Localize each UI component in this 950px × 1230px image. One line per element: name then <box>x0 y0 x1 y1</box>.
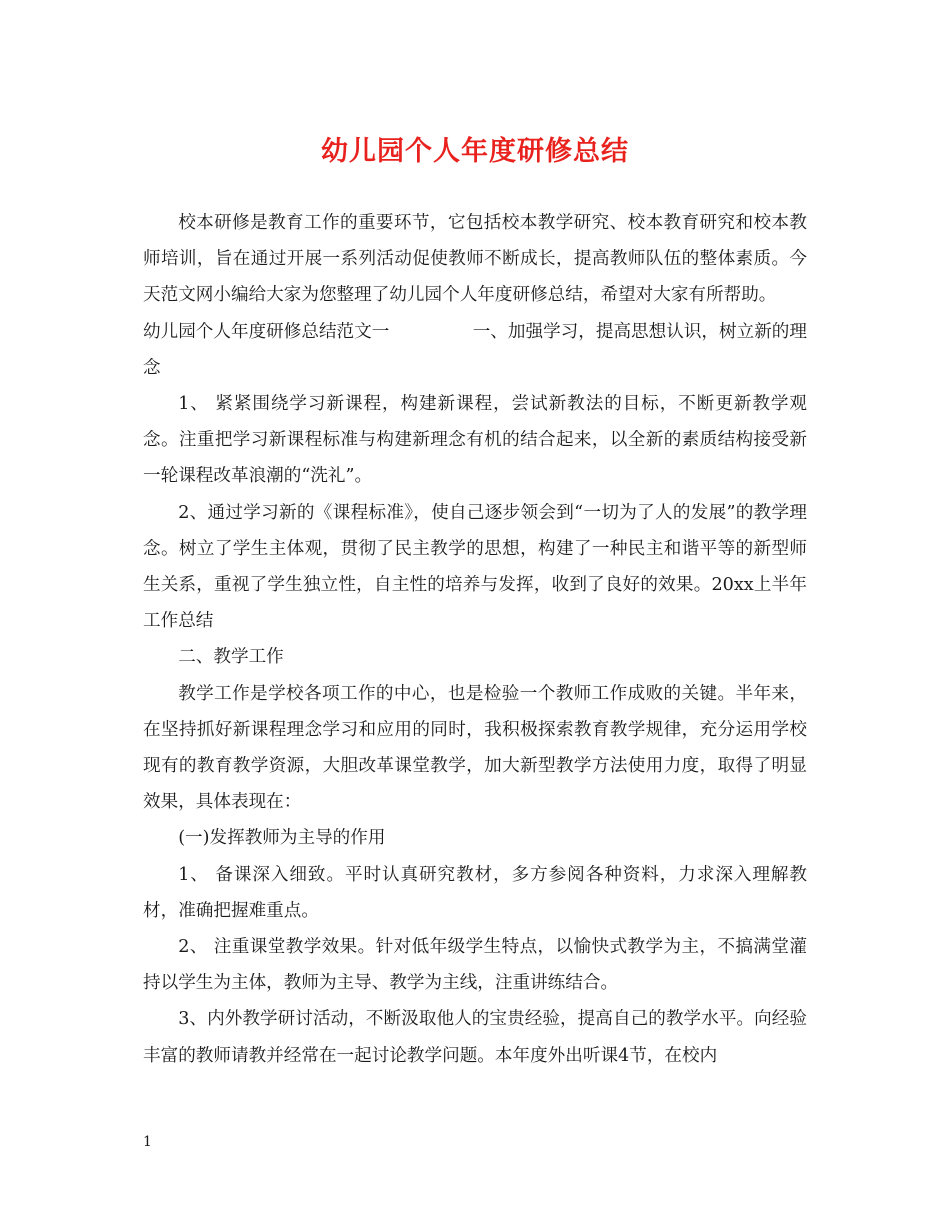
section-one-heading: 一、加强学习，提高思想认识，树立新的理 <box>472 321 807 342</box>
article-subtitle: 幼儿园个人年度研修总结范文一 <box>143 321 390 342</box>
section-two-heading: 二、教学工作 <box>178 647 284 668</box>
subsection-heading: (一)发挥教师为主导的作用 <box>178 828 386 849</box>
paragraph-item-2: 2、通过学习新的《课程标准》，使自己逐步领会到“一切为了人的发展”的教学理念。树立了学生主体观，贯彻了民主教学的思想，构建了一种民主和谐平等的新型师生关系，重视了学生独立性，自主性的培养与发挥，收到了良好的效果。20xx上半年工作总结 <box>143 502 807 632</box>
section-heading-line <box>143 314 807 350</box>
teaching-paragraph: 教学工作是学校各项工作的中心，也是检验一个教师工作成败的关键。半年来，在坚持抓好新课程理念学习和应用的同时，我积极探索教育教学规律，充分运用学校现有的教育教学资源，大胆改革课堂教学，加大新型教学方法使用力度，取得了明显效果，具体表现在： <box>143 683 807 813</box>
teaching-item-3: 3、内外教学研讨活动，不断汲取他人的宝贵经验，提高自己的教学水平。向经验丰富的教师请教并经常在一起讨论教学问题。本年度外出听课4节，在校内 <box>143 1009 807 1066</box>
page-number: 1 <box>143 1134 152 1150</box>
teaching-item-1: 1、 备课深入细致。平时认真研究教材，多方参阅各种资料，力求深入理解教材，准确把握难重点。 <box>143 864 807 921</box>
intro-paragraph: 校本研修是教育工作的重要环节，它包括校本教学研究、校本教育研究和校本教师培训，旨在通过开展一系列活动促使教师不断成长，提高教师队伍的整体素质。今天范文网小编给大家为您整理了幼儿园个人年度研修总结，希望对大家有所帮助。 <box>143 213 807 306</box>
section-one-heading-continuation: 念 <box>143 357 161 378</box>
document-body <box>143 205 807 1074</box>
teaching-item-2: 2、 注重课堂教学效果。针对低年级学生特点，以愉快式教学为主，不搞满堂灌持以学生为主体，教师为主导、教学为主线，注重讲练结合。 <box>143 937 807 994</box>
paragraph-item-1: 1、 紧紧围绕学习新课程，构建新课程，尝试新教法的目标，不断更新教学观念。注重把学习新课程标准与构建新理念有机的结合起来，以全新的素质结构接受新一轮课程改革浪潮的“洗礼”。 <box>143 394 807 487</box>
document-title: 幼儿园个人年度研修总结 <box>321 136 629 167</box>
